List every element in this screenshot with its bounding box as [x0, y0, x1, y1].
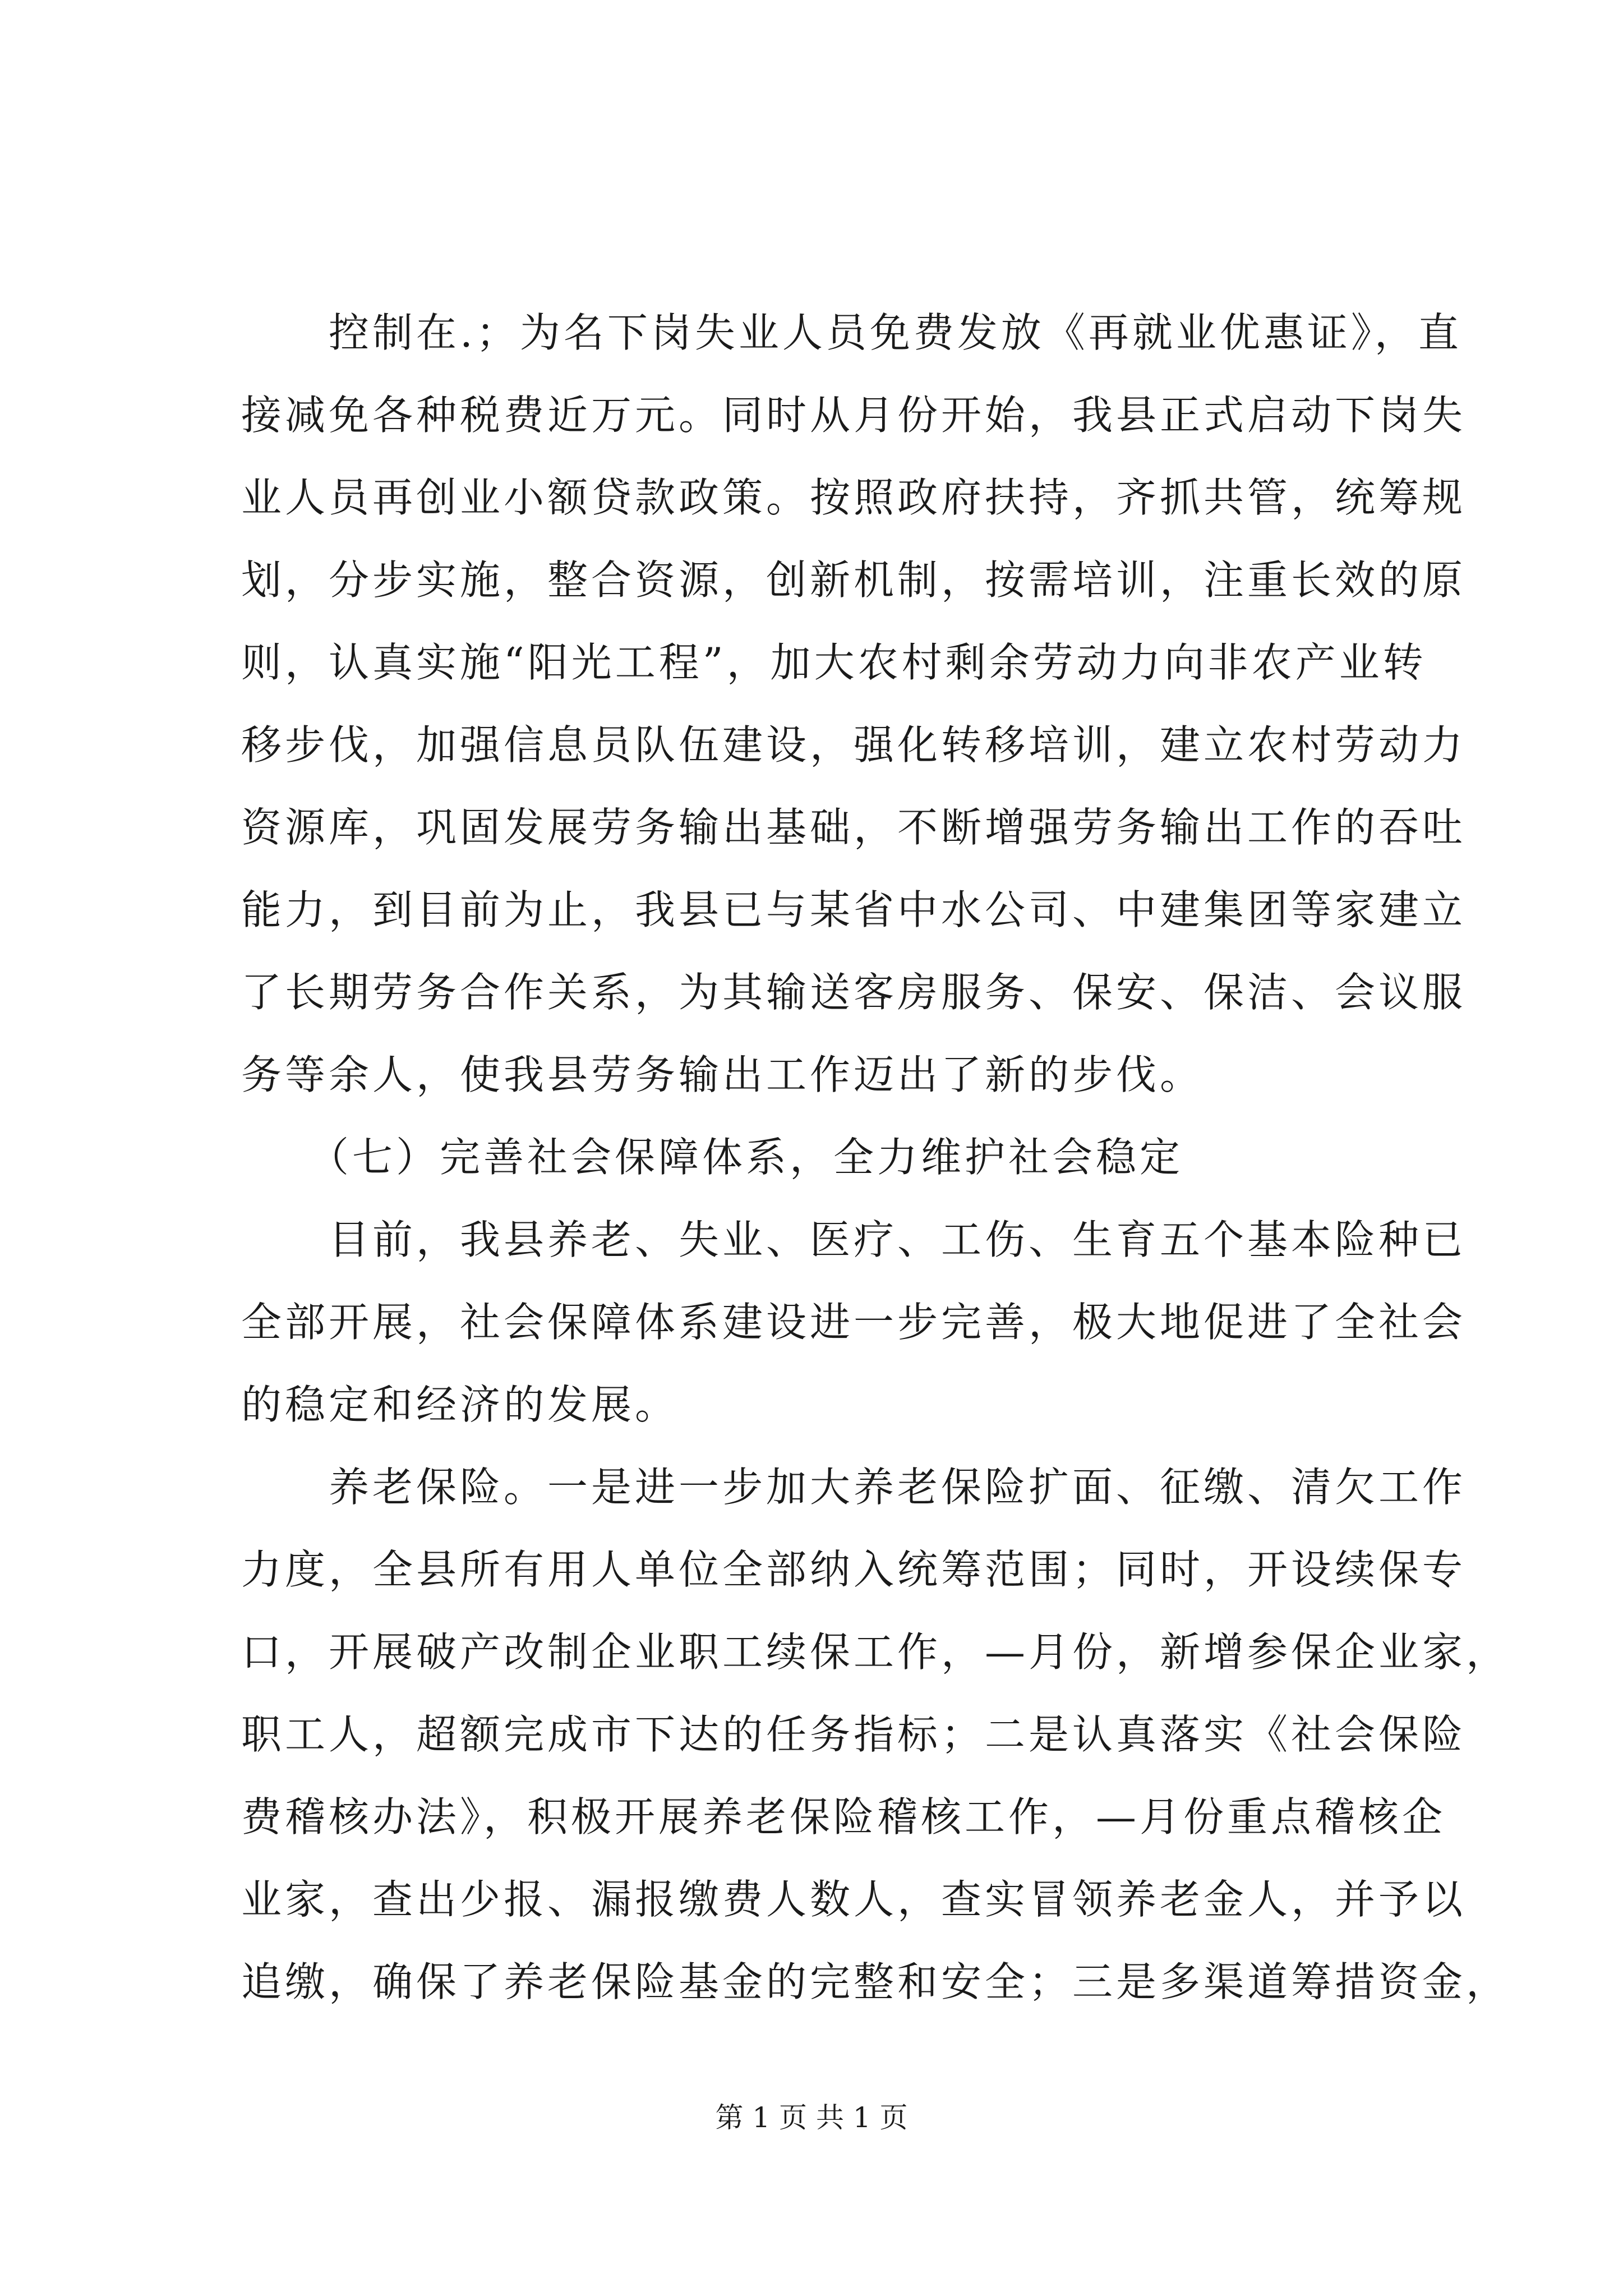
- text-line: 接减免各种税费近万元。同时从月份开始，我县正式启动下岗失: [241, 392, 1467, 439]
- text-line: 口，开展破产改制企业职工续保工作，—月份，新增参保企业家，: [241, 1628, 1510, 1676]
- text-line: 的稳定和经济的发展。: [241, 1381, 679, 1428]
- text-line: 则，认真实施“阳光工程”，加大农村剩余劳动力向非农产业转: [241, 639, 1427, 686]
- text-line: 追缴，确保了养老保险基金的完整和安全；三是多渠道筹措资金，: [241, 1958, 1510, 2005]
- text-line: 务等余人，使我县劳务输出工作迈出了新的步伐。: [241, 1051, 1204, 1098]
- text-line: 能力，到目前为止，我县已与某省中水公司、中建集团等家建立: [241, 886, 1467, 933]
- text-line: 了长期劳务合作关系，为其输送客房服务、保安、保洁、会议服: [241, 969, 1467, 1016]
- page-footer: 第 1 页 共 1 页: [715, 2101, 908, 2134]
- text-line: 划，分步实施，整合资源，创新机制，按需培训，注重长效的原: [241, 556, 1467, 604]
- text-line: 目前，我县养老、失业、医疗、工伤、生育五个基本险种已: [241, 1216, 1467, 1263]
- text-line: 力度，全县所有用人单位全部纳入统筹范围；同时，开设续保专: [241, 1546, 1467, 1593]
- text-line: 职工人，超额完成市下达的任务指标；二是认真落实《社会保险: [241, 1711, 1467, 1758]
- text-line: 费稽核办法》，积极开展养老保险稽核工作，—月份重点稽核企: [241, 1793, 1446, 1841]
- text-line: 资源库，巩固发展劳务输出基础，不断增强劳务输出工作的吞吐: [241, 804, 1467, 851]
- text-line: 控制在.；为名下岗失业人员免费发放《再就业优惠证》，直: [241, 309, 1462, 356]
- text-line: 全部开展，社会保障体系建设进一步完善，极大地促进了全社会: [241, 1299, 1467, 1346]
- text-line: 业家，查出少报、漏报缴费人数人，查实冒领养老金人，并予以: [241, 1876, 1467, 1923]
- section-heading: （七）完善社会保障体系，全力维护社会稳定: [241, 1134, 1184, 1181]
- text-line: 业人员再创业小额贷款政策。按照政府扶持，齐抓共管，统筹规: [241, 474, 1467, 521]
- text-line: 养老保险。一是进一步加大养老保险扩面、征缴、清欠工作: [241, 1464, 1467, 1511]
- text-line: 移步伐，加强信息员队伍建设，强化转移培训，建立农村劳动力: [241, 721, 1467, 769]
